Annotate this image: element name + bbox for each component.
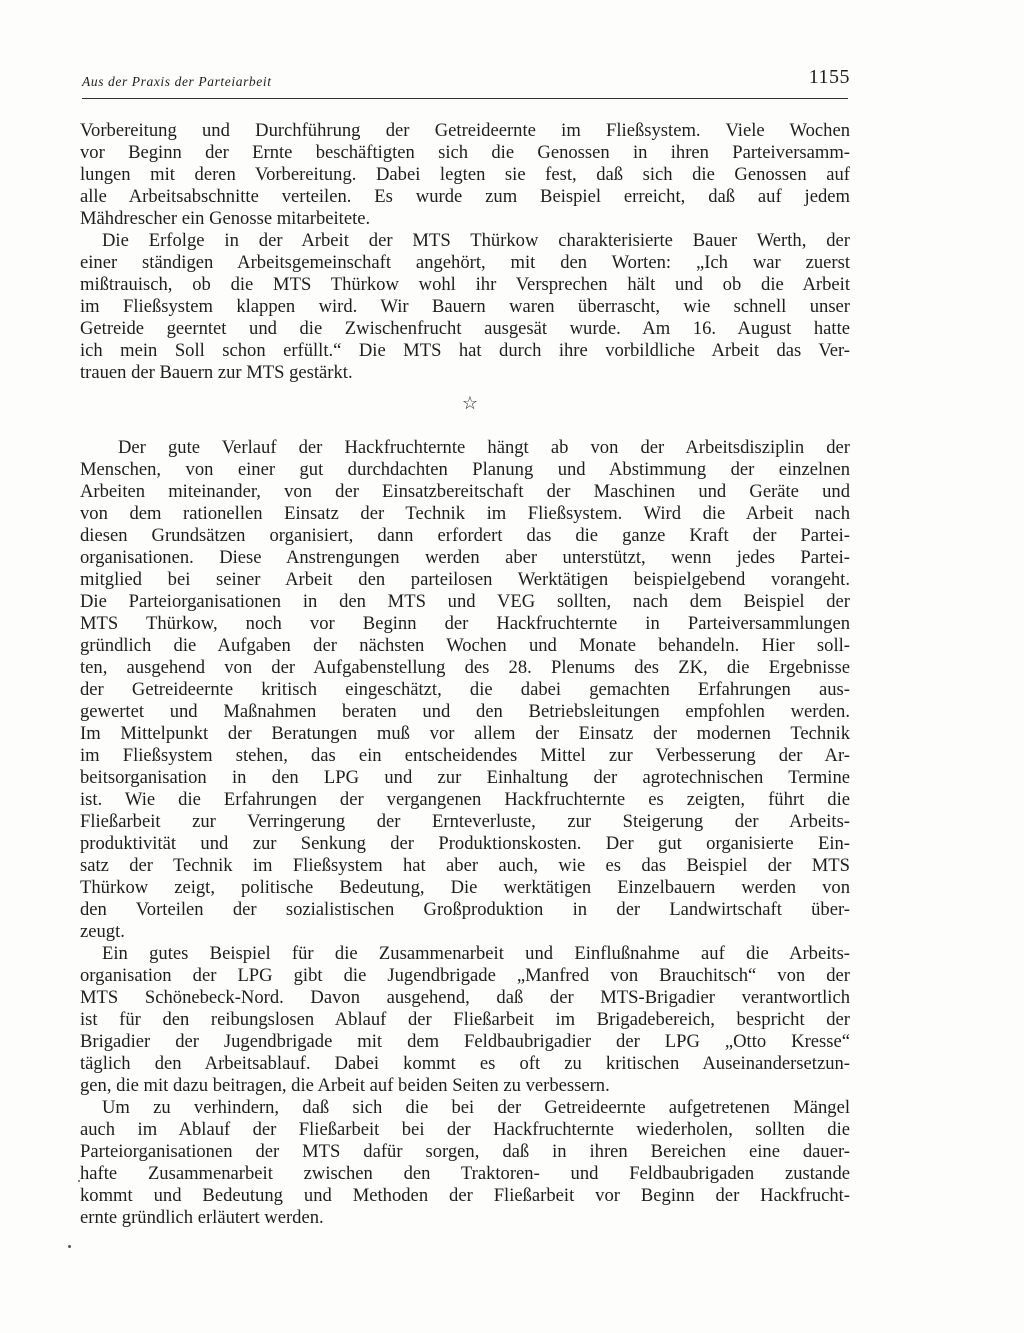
text-line: zeugt.	[80, 921, 125, 942]
text-line: auch im Ablauf der Fließarbeit bei der Hackfruchternte wiederholen, sollten die	[80, 1119, 850, 1140]
section-separator-icon: ☆	[461, 393, 479, 413]
text-line: MTS Schönebeck-Nord. Davon ausgehend, daß der MTS-Brigadier verantwortlich	[80, 987, 850, 1008]
text-line: Im Mittelpunkt der Beratungen muß vor allem der Einsatz der modernen Technik	[80, 723, 850, 744]
text-line: satz der Technik im Fließsystem hat aber auch, wie es das Beispiel der MTS	[80, 855, 850, 876]
text-line: Fließarbeit zur Verringerung der Ernteverluste, zur Steigerung der Arbeits-	[80, 811, 850, 832]
text-line: produktivität und zur Senkung der Produktionskosten. Der gut organisierte Ein-	[80, 833, 850, 854]
text-line: mitglied bei seiner Arbeit den parteilosen Werktätigen beispielgebend vorangeht.	[80, 569, 850, 590]
text-line: gen, die mit dazu beitragen, die Arbeit auf beiden Seiten zu verbessern.	[80, 1075, 610, 1096]
text-line: im Fließsystem stehen, das ein entscheidendes Mittel zur Verbesserung der Ar-	[80, 745, 850, 766]
text-line: ist. Wie die Erfahrungen der vergangenen Hackfruchternte es zeigten, führt die	[80, 789, 850, 810]
text-line: gründlich die Aufgaben der nächsten Wochen und Monate behandeln. Hier soll-	[80, 635, 850, 656]
text-line: mißtrauisch, ob die MTS Thürkow wohl ihr Versprechen hält und ob die Arbeit	[80, 274, 850, 295]
text-line: hafte Zusammenarbeit zwischen den Traktoren- und Feldbaubrigaden zustande	[80, 1163, 850, 1184]
text-line: vor Beginn der Ernte beschäftigten sich die Genossen in ihren Parteiversamm-	[80, 142, 850, 163]
text-line: alle Arbeitsabschnitte verteilen. Es wurde zum Beispiel erreicht, daß auf jedem	[80, 186, 850, 207]
text-line: organisation der LPG gibt die Jugendbrigade „Manfred von Brauchitsch“ von der	[80, 965, 850, 986]
text-line: den Vorteilen der sozialistischen Großproduktion in der Landwirtschaft über-	[80, 899, 850, 920]
paper-speck	[78, 1180, 80, 1182]
text-line: Um zu verhindern, daß sich die bei der Getreideernte aufgetretenen Mängel	[102, 1097, 850, 1118]
text-line: Getreide geerntet und die Zwischenfrucht ausgesät wurde. Am 16. August hatte	[80, 318, 850, 339]
text-line: Ein gutes Beispiel für die Zusammenarbeit und Einflußnahme auf die Arbeits-	[102, 943, 850, 964]
paper-speck	[68, 1245, 71, 1248]
text-line: Mähdrescher ein Genosse mitarbeitete.	[80, 208, 371, 229]
text-line: ich mein Soll schon erfüllt.“ Die MTS hat durch ihre vorbildliche Arbeit das Ver-	[80, 340, 850, 361]
text-line: Die Parteiorganisationen in den MTS und VEG sollten, nach dem Beispiel der	[80, 591, 850, 612]
text-line: Parteiorganisationen der MTS dafür sorgen, daß in ihren Bereichen eine dauer-	[80, 1141, 850, 1162]
text-line: ernte gründlich erläutert werden.	[80, 1207, 324, 1228]
text-line: organisationen. Diese Anstrengungen werden aber unterstützt, wenn jedes Partei-	[80, 547, 850, 568]
text-line: beitsorganisation in den LPG und zur Einhaltung der agrotechnischen Termine	[80, 767, 850, 788]
text-line: Arbeiten miteinander, von der Einsatzbereitschaft der Maschinen und Geräte und	[80, 481, 850, 502]
text-line: Der gute Verlauf der Hackfruchternte hängt ab von der Arbeitsdisziplin der	[118, 437, 850, 458]
text-line: von dem rationellen Einsatz der Technik im Fließsystem. Wird die Arbeit nach	[80, 503, 850, 524]
text-line: kommt und Bedeutung und Methoden der Fließarbeit vor Beginn der Hackfrucht-	[80, 1185, 850, 1206]
running-header	[82, 66, 850, 96]
text-line: Menschen, von einer gut durchdachten Planung und Abstimmung der einzelnen	[80, 459, 850, 480]
text-line: Brigadier der Jugendbrigade mit dem Feldbaubrigadier der LPG „Otto Kresse“	[80, 1031, 850, 1052]
text-block-main	[80, 437, 850, 1229]
text-line: Die Erfolge in der Arbeit der MTS Thürkow charakterisierte Bauer Werth, der	[102, 230, 850, 251]
text-line: im Fließsystem klappen wird. Wir Bauern waren überrascht, wie schnell unser	[80, 296, 850, 317]
text-line: täglich den Arbeitsablauf. Dabei kommt es oft zu kritischen Auseinandersetzun-	[80, 1053, 850, 1074]
text-line: ist für den reibungslosen Ablauf der Fließarbeit im Brigadebereich, bespricht der	[80, 1009, 850, 1030]
running-title: Aus der Praxis der Parteiarbeit	[82, 74, 272, 89]
text-block-intro	[80, 120, 850, 384]
text-line: MTS Thürkow, noch vor Beginn der Hackfruchternte in Parteiversammlungen	[80, 613, 850, 634]
header-rule	[82, 98, 848, 99]
text-line: diesen Grundsätzen organisiert, dann erfordert das die ganze Kraft der Partei-	[80, 525, 850, 546]
text-line: gewertet und Maßnahmen beraten und den Betriebsleitungen empfohlen werden.	[80, 701, 850, 722]
text-line: trauen der Bauern zur MTS gestärkt.	[80, 362, 353, 383]
text-line: Vorbereitung und Durchführung der Getreideernte im Fließsystem. Viele Wochen	[80, 120, 850, 141]
text-line: der Getreideernte kritisch eingeschätzt, die dabei gemachten Erfahrungen aus-	[80, 679, 850, 700]
text-line: lungen mit deren Vorbereitung. Dabei legten sie fest, daß sich die Genossen auf	[80, 164, 850, 185]
page-number: 1155	[808, 66, 850, 88]
text-line: Thürkow zeigt, politische Bedeutung, Die werktätigen Einzelbauern werden von	[80, 877, 850, 898]
text-line: ten, ausgehend von der Aufgabenstellung des 28. Plenums des ZK, die Ergebnisse	[80, 657, 850, 678]
text-line: einer ständigen Arbeitsgemeinschaft angehört, mit den Worten: „Ich war zuerst	[80, 252, 850, 273]
